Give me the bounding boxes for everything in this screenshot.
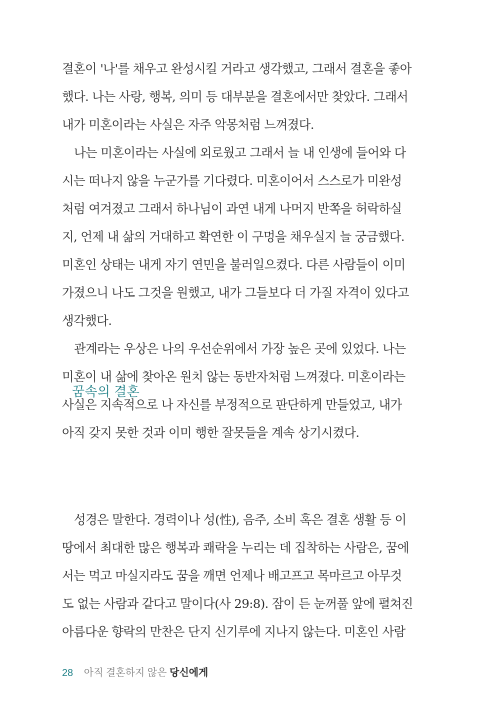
text-line: 가졌으니 나도 그것을 원했고, 내가 그들보다 더 가질 자격이 있다고 — [62, 286, 409, 300]
text-line: 처럼 여겨졌고 그래서 하나님이 과연 내게 나머지 반쪽을 허락하실 — [62, 202, 402, 216]
section-heading: 꿈속의 결혼 — [72, 384, 140, 399]
text-line: 서는 먹고 마실지라도 꿈을 깨면 언제나 배고프고 목마르고 아무것 — [62, 569, 402, 583]
text-line: 생각했다. — [62, 314, 112, 328]
text-line: 결혼이 '나'를 채우고 완성시킬 거라고 생각했고, 그래서 결혼을 좋아 — [62, 62, 412, 76]
text-line: 성경은 말한다. 경력이나 성(性), 음주, 소비 혹은 결혼 생활 등 이 — [62, 513, 407, 527]
text-line: 사실은 지속적으로 나 자신를 부정적으로 판단하게 만들었고, 내가 — [62, 398, 402, 412]
page-number: 28 — [62, 668, 74, 679]
text-line: 했다. 나는 사랑, 행복, 의미 등 대부분을 결혼에서만 찾았다. 그래서 — [62, 90, 409, 104]
page-footer — [62, 664, 208, 679]
text-line: 미혼이 내 삶에 찾아온 원치 않는 동반자처럼 느껴졌다. 미혼이라는 — [62, 370, 406, 384]
text-line: 아직 갖지 못한 것과 이미 행한 잘못들을 계속 상기시켰다. — [62, 426, 360, 440]
text-line: 도 없는 사람과 같다고 말이다(사 29:8). 잠이 든 눈꺼풀 앞에 펼쳐진 — [62, 597, 413, 611]
text-line: 나는 미혼이라는 사실에 외로웠고 그래서 늘 내 인생에 들어와 다 — [62, 146, 406, 160]
text-line: 미혼인 상태는 내게 자기 연민을 불러일으켰다. 다른 사람들이 이미 — [62, 258, 406, 272]
text-line: 내가 미혼이라는 사실은 자주 악몽처럼 느껴졌다. — [62, 118, 314, 132]
book-title: 아직 결혼하지 않은 — [83, 668, 167, 679]
text-line: 땅에서 최대한 많은 행복과 쾌락을 누리는 데 집착하는 사람은, 꿈에 — [62, 541, 409, 555]
text-line: 시는 떠나지 않을 누군가를 기다렸다. 미혼이어서 스스로가 미완성 — [62, 174, 402, 188]
text-line: 지, 언제 내 삶의 거대하고 확연한 이 구멍을 채우실지 늘 궁금했다. — [62, 230, 405, 244]
text-line: 아름다운 향락의 만찬은 단지 신기루에 지나지 않는다. 미혼인 사람 — [62, 625, 406, 639]
book-title-emphasis: 당신에게 — [169, 668, 209, 679]
text-line: 관계라는 우상은 나의 우선순위에서 가장 높은 곳에 있었다. 나는 — [62, 342, 406, 356]
